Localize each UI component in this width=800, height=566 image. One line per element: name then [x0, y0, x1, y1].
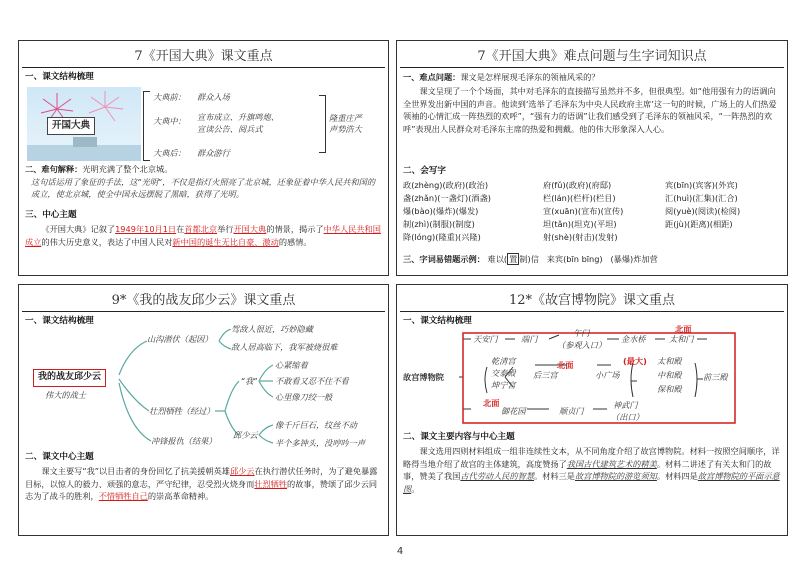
content-text: 。材料四是	[656, 471, 698, 482]
route-node: 交泰殿	[491, 368, 516, 378]
branch-detail: 不敢看又忍不住不看	[275, 376, 349, 386]
theme-text: 的故事，赞颂了邱少云同志为了战斗的胜利，	[25, 478, 378, 502]
before-label: 大典前：	[153, 92, 186, 102]
branch-qiu: 邱少云	[233, 430, 258, 440]
vocab-item: 阅(yuè)(阅读)(检阅)	[665, 206, 741, 216]
panel-kaiguo-dadian-difficulties	[396, 40, 788, 276]
central-theme-paragraph	[25, 223, 383, 248]
theme-date: 1949年10月1日	[115, 224, 177, 234]
theme-text: 的情景，揭示了	[266, 224, 324, 234]
error-example: 制	[519, 254, 528, 264]
vocab-item: 栏(lán)(栏杆)(栏目)	[543, 193, 616, 203]
difficulty-answer: 课文呈现了一个个场面，其中对毛泽东的直接描写虽然并不多，但很典型。如“他用强有力的语调向全世界发出新中国的声音。他读到‘选举了毛泽东为中央人民政府主席’这一句的时候，广场上的人们热爱领袖的心情汇成一阵热烈的欢呼”，“强有力的语调”让我们感受到了毛泽东的领袖风采，“一阵热烈的欢呼”表现出人民群众对毛泽东主席的热爱和拥戴。他的伟大形象深入人心。	[403, 86, 777, 135]
structure-bracket	[143, 91, 150, 161]
route-node: 端门	[521, 334, 538, 344]
mind-map-root: 我的战友邱少云	[33, 369, 106, 387]
vocab-item: 盏(zhǎn)(一盏灯)(酒盏)	[403, 193, 491, 203]
section-heading: 一、难点问题：	[403, 72, 461, 82]
summary-text: 隆重庄严 声势浩大	[329, 113, 362, 135]
route-node: 天安门	[473, 334, 498, 344]
section-heading: 一、课文结构梳理	[25, 316, 94, 326]
theme-event: 开国大典	[233, 224, 267, 234]
error-example-correct: 置	[509, 254, 518, 264]
error-example: 来宾	[546, 254, 564, 264]
vocab-item: 府(fǔ)(政府)(府邸)	[543, 180, 612, 190]
vocab-item: 距(jù)(距离)(相距)	[665, 219, 733, 229]
route-node: 小广场	[595, 370, 620, 380]
error-examples-line: 三、字词易错题示例： 难以( 置 制)信 来宾(bīn bīng) (暴爆)炸加营	[403, 254, 658, 264]
branch-detail: 半个多钟头，没哼吟一声	[275, 438, 366, 448]
section-heading: 三、字词易错题示例：	[403, 254, 485, 264]
route-node: 乾清宫	[491, 356, 516, 366]
hard-sentence-quote: 光明充满了整个北京城。	[82, 164, 173, 174]
section-heading: 一、课文结构梳理	[403, 316, 472, 326]
vocab-item: 汇(huì)(汇集)(汇合)	[665, 193, 738, 203]
theme-highlight: 不惜牺牲自己	[98, 491, 148, 502]
error-example: 爆)炸加营	[621, 254, 658, 264]
theme-highlight: 壮烈牺牲	[254, 478, 288, 489]
content-text: 。材料三是	[534, 471, 575, 482]
theme-text: 在执行潜伏任务时，为了避免暴露目标，以惊人的毅力、顽强的意志，严守纪律，忍受烈火烧身而	[25, 466, 378, 489]
difficulty-question-line	[403, 71, 600, 83]
theme-text: 的伟大历史意义，表达了中国人民对	[41, 236, 173, 247]
vocab-item: 爆(bào)(爆炸)(爆发)	[403, 206, 479, 216]
branch-ambush: 山沟潜伏（起因）	[147, 334, 213, 344]
vocab-item: 坦(tǎn)(坦克)(平坦)	[543, 219, 617, 229]
content-highlight: 古代劳动人民的智慧	[460, 471, 535, 482]
route-node: 太和殿	[657, 356, 682, 366]
panel-gugong-bowuyuan	[396, 284, 788, 536]
theme-highlight: 邱少云	[230, 466, 255, 476]
error-example: 信	[530, 254, 539, 264]
title-rule	[22, 311, 385, 312]
content-paragraph	[403, 445, 781, 496]
theme-text: 的感情。	[278, 236, 312, 247]
content-text: 。	[411, 484, 420, 495]
after-label: 大典后：	[153, 148, 186, 158]
route-node: 前三殿	[703, 372, 728, 382]
panel-title: 7《开国大典》课文重点	[134, 49, 273, 64]
page-number: 4	[396, 546, 404, 557]
vocab-item: 宣(xuān)(宣布)(宣传)	[543, 206, 624, 216]
branch-detail: 心紧缩着	[275, 360, 308, 370]
biggest-label: (最大)	[623, 356, 647, 366]
direction-north: 北面	[557, 360, 574, 370]
image-caption: 开国大典	[47, 117, 95, 135]
theme-text: 《开国大典》记叙了	[41, 224, 116, 234]
during-value-1: 宣布成立、升旗鸣炮、	[197, 112, 279, 122]
branch-detail: 敌人居高临下，我军被烧很难	[231, 342, 338, 352]
section-heading: 二、会写字	[403, 166, 446, 176]
vocab-item: 政(zhèng)(政府)(政治)	[403, 180, 489, 190]
content-highlight: 故宫博物院的游览须知	[574, 471, 657, 482]
route-node: 后三宫	[533, 370, 558, 380]
route-node-note: （参观入口）	[557, 340, 607, 350]
section-heading: 二、课文中心主题	[25, 452, 94, 462]
vocab-row	[403, 205, 783, 218]
vocab-item: 降(lóng)(隆重)(兴隆)	[403, 232, 481, 242]
vocab-item: 射(shè)(射击)(发射)	[543, 232, 618, 242]
mind-map-subtitle: 伟大的战士	[45, 390, 86, 400]
panel-zhanyou-qiushaoyun	[18, 284, 389, 536]
after-value: 群众游行	[197, 148, 230, 158]
content-text: 。材料二讲述了有关太和门的故事，赞美了我国	[403, 458, 772, 482]
branch-charge: 冲锋报仇（结果）	[151, 436, 217, 446]
title-rule	[22, 67, 385, 68]
theme-text: 课文主要写“我”以目击者的身份回忆了抗美援朝英雄	[41, 466, 230, 476]
branch-sacrifice: 壮烈牺牲（经过）	[149, 406, 215, 416]
error-example: (暴	[610, 254, 622, 264]
branch-detail: 心里像刀绞一般	[275, 392, 333, 402]
route-node: 御花园	[501, 406, 526, 416]
route-node: 神武门	[613, 400, 638, 410]
route-node: 坤宁宫	[491, 380, 516, 390]
route-node: 中和殿	[657, 370, 682, 380]
panel-title: 9*《我的战友邱少云》课文重点	[111, 293, 296, 308]
error-example: 难以	[487, 254, 504, 264]
route-node: 保和殿	[657, 384, 682, 394]
route-node: 顺贞门	[559, 406, 584, 416]
fireworks-image	[27, 87, 141, 161]
route-node: 太和门	[669, 334, 694, 344]
vocab-item: 宾(bīn)(宾客)(外宾)	[665, 180, 738, 190]
vocab-table	[403, 179, 783, 244]
theme-highlight: 新中国的诞生无比自豪、激动	[172, 236, 279, 247]
panel-title: 12*《故宫博物院》课文重点	[508, 293, 676, 308]
difficulty-question: 课文是怎样展现毛泽东的领袖风采的？	[460, 72, 600, 82]
vocab-row	[403, 231, 783, 244]
theme-highlight: 中华人民共和国成立	[25, 224, 381, 247]
vocab-item: 制(zhì)(制服)(制度)	[403, 219, 475, 229]
route-node-note: （出口）	[611, 412, 644, 422]
theme-text: 的崇高革命精神。	[147, 491, 214, 502]
error-example: (bīn bīng)	[563, 254, 603, 264]
vocab-row	[403, 218, 783, 231]
hard-sentence-heading: 二、难句解释：	[25, 164, 83, 174]
panel-kaiguo-dadian-key-points	[18, 40, 389, 276]
panel-title: 7《开国大典》难点问题与生字词知识点	[477, 49, 707, 64]
branch-detail: 驾敌人很近，巧妙隐藏	[231, 324, 313, 334]
vocab-row	[403, 179, 783, 192]
during-value-2: 宣读公告、阅兵式	[197, 124, 263, 134]
summary-bracket	[319, 95, 326, 153]
section-heading: 一、课文结构梳理	[25, 72, 94, 82]
route-node: 金水桥	[621, 334, 646, 344]
hard-sentence-line	[25, 163, 172, 175]
direction-north: 北面	[483, 398, 500, 408]
theme-text: 举行	[217, 224, 234, 234]
content-text: 课文选用四则材料组成一组非连续性文本，从不同角度介绍了故宫博物院。材料一按照空间顺序，详略得当地介绍了故宫的主体建筑，高度赞扬了	[403, 446, 780, 469]
content-highlight: 故宫博物院的平面示意图	[403, 471, 780, 495]
section-heading: 二、课文主要内容与中心主题	[403, 432, 515, 442]
theme-text: 在	[176, 224, 185, 234]
central-theme-paragraph	[25, 465, 383, 503]
branch-detail: 像千斤巨石，纹丝不动	[275, 420, 357, 430]
during-label: 大典中：	[153, 116, 186, 126]
theme-place: 首都北京	[184, 224, 218, 234]
branch-wo: “我”	[241, 376, 258, 386]
section-heading: 三、中心主题	[25, 210, 77, 220]
route-root: 故宫博物院	[403, 372, 444, 382]
direction-north: 北面	[675, 324, 692, 334]
vocab-row	[403, 192, 783, 205]
route-node: 午门	[573, 328, 590, 338]
content-highlight: 我国古代建筑艺术的精美	[566, 458, 657, 469]
title-rule	[400, 67, 784, 68]
title-rule	[400, 311, 784, 312]
before-value: 群众入场	[197, 92, 230, 102]
hard-sentence-explanation: 这句话运用了象征的手法，这“光明”，不仅是指灯火照亮了北京城，还象征着中华人民共和国的成立，使北京城，使全中国永远摆脱了黑暗，获得了光明。	[31, 177, 376, 199]
